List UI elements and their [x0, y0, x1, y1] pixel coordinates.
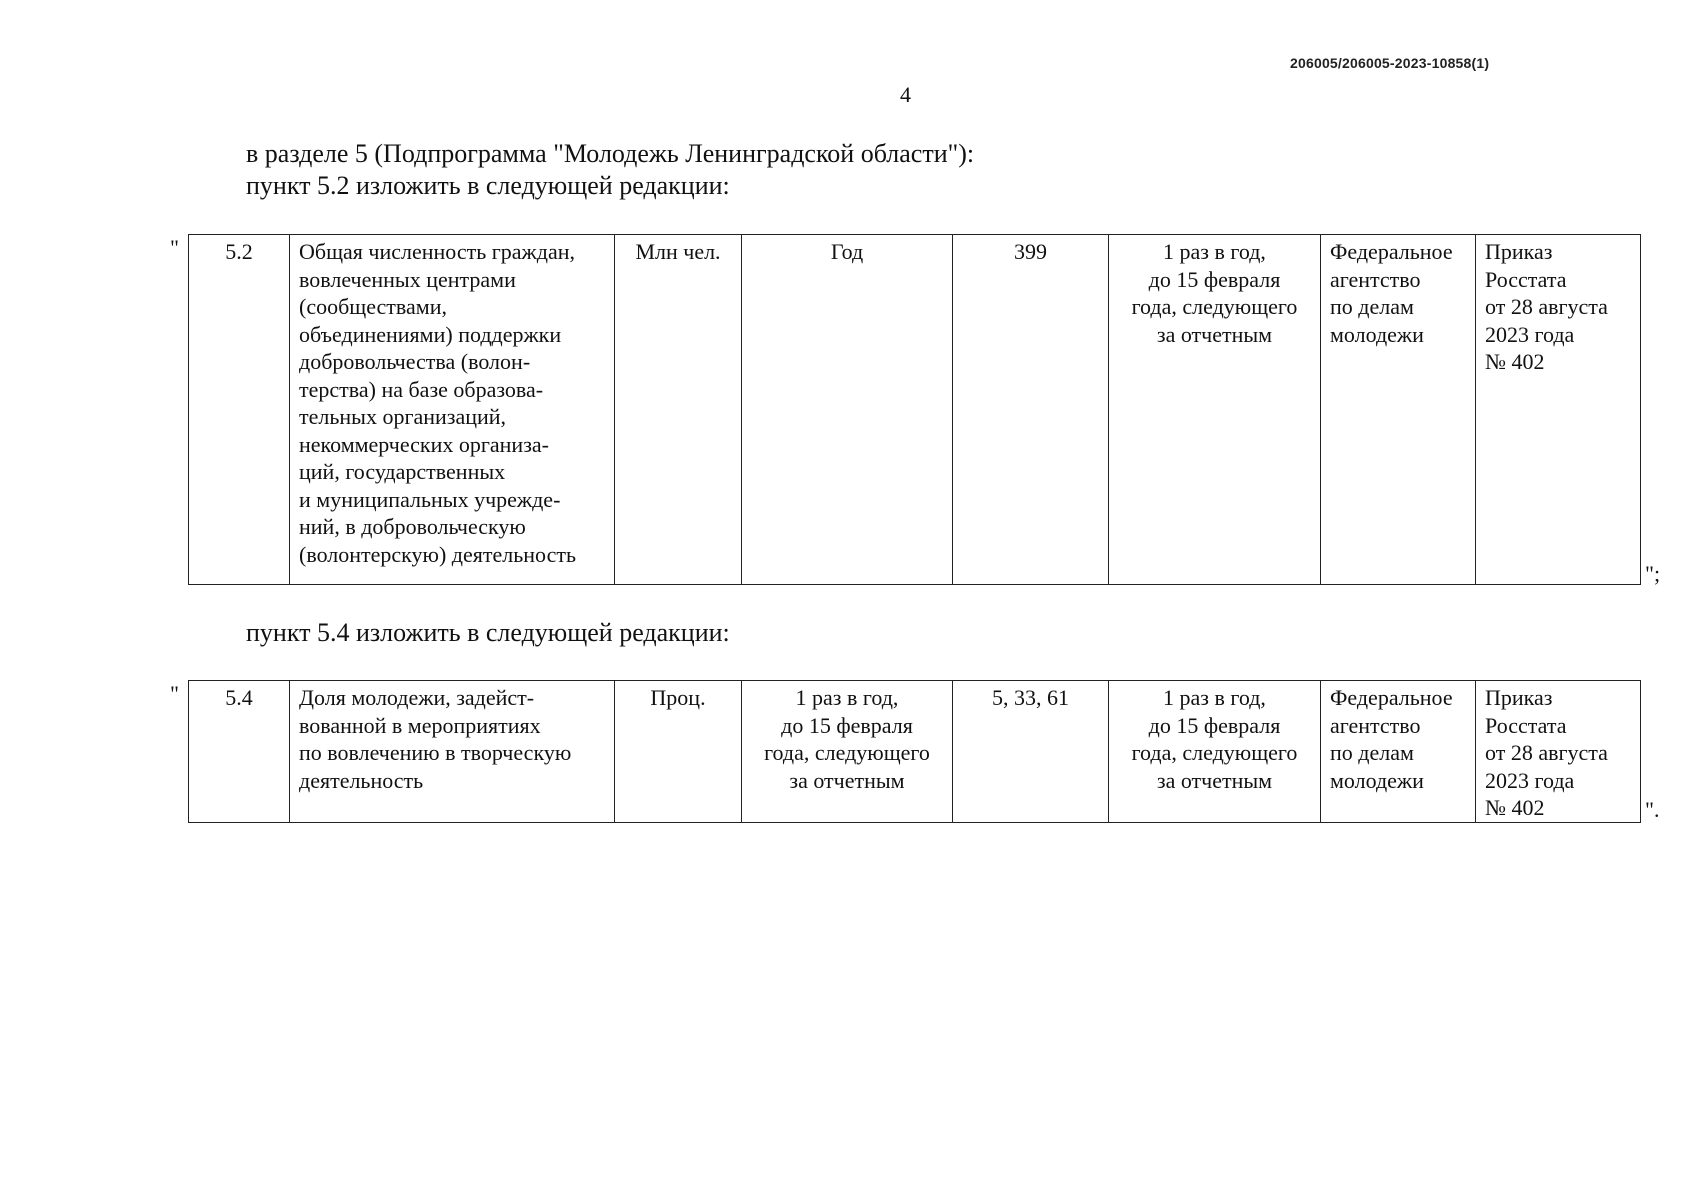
row-number-cell: 5.4: [189, 681, 290, 823]
amendment-table-5-4: [188, 680, 1641, 823]
code-cell: 399: [953, 235, 1109, 585]
section-intro: в разделе 5 (Подпрограмма "Молодежь Ленинградской области"):: [246, 139, 975, 168]
table-row: [189, 235, 1641, 585]
deadline-cell: 1 раз в год, до 15 февраля года, следующего за отчетным: [1109, 235, 1321, 585]
opening-quote-2: ": [170, 681, 179, 706]
closing-quote-2: ".: [1645, 797, 1660, 822]
table-row: [189, 681, 1641, 823]
opening-quote-1: ": [170, 235, 179, 260]
item-5-4-intro: пункт 5.4 изложить в следующей редакции:: [246, 618, 730, 647]
basis-cell: Приказ Росстата от 28 августа 2023 года № 402: [1476, 235, 1641, 585]
agency-cell: Федеральное агентство по делам молодежи: [1321, 681, 1476, 823]
row-number-cell: 5.2: [189, 235, 290, 585]
code-cell: 5, 33, 61: [953, 681, 1109, 823]
periodicity-cell: 1 раз в год, до 15 февраля года, следующего за отчетным: [742, 681, 953, 823]
indicator-cell: Общая численность граждан, вовлеченных центрами (сообществами, объединениями) поддержки добровольчества (волон- терства) на базе образова- тельных организаций, некоммерческих организа- ций, государственных и муниципальных учрежде- ний, в добровольческую (волонтерскую) деятельность: [290, 235, 615, 585]
unit-cell: Млн чел.: [615, 235, 742, 585]
deadline-cell: 1 раз в год, до 15 февраля года, следующего за отчетным: [1109, 681, 1321, 823]
unit-cell: Проц.: [615, 681, 742, 823]
page-number: 4: [900, 82, 911, 107]
closing-quote-1: ";: [1645, 561, 1661, 586]
document-id: 206005/206005-2023-10858(1): [1290, 55, 1490, 71]
indicator-cell: Доля молодежи, задейст- вованной в мероприятиях по вовлечению в творческую деятельность: [290, 681, 615, 823]
basis-cell: Приказ Росстата от 28 августа 2023 года № 402: [1476, 681, 1641, 823]
amendment-table-5-2: [188, 234, 1641, 585]
item-5-2-intro: пункт 5.2 изложить в следующей редакции:: [246, 171, 730, 200]
periodicity-cell: Год: [742, 235, 953, 585]
agency-cell: Федеральное агентство по делам молодежи: [1321, 235, 1476, 585]
